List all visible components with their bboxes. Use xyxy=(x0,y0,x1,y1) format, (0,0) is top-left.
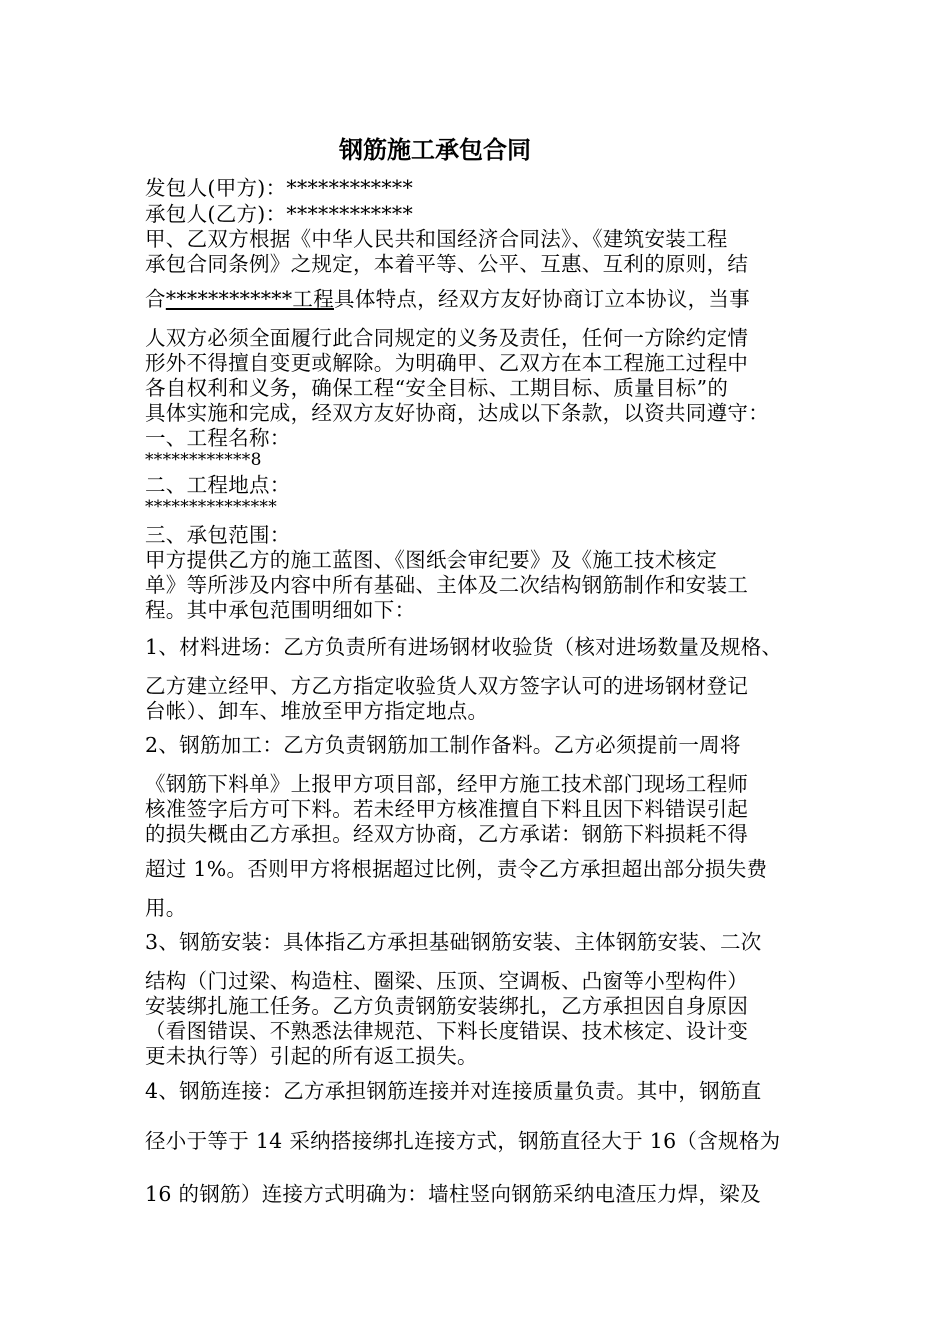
clause-line: 1、材料进场：乙方负责所有进场钢材收验货（核对进场数量及规格、 xyxy=(145,635,783,659)
paragraph-line: 超过 1%。否则甲方将根据超过比例，责令乙方承担超出部分损失费 xyxy=(145,857,768,881)
paragraph-line: 台帐）、卸车、堆放至甲方指定地点。 xyxy=(145,699,489,723)
paragraph-line: 形外不得擅自变更或解除。为明确甲、乙双方在本工程施工过程中 xyxy=(145,351,749,375)
line-prefix: 合 xyxy=(145,287,166,311)
party-a-line: 发包人(甲方)：************ xyxy=(145,176,413,200)
paragraph-line: 人双方必须全面履行此合同规定的义务及责任，任何一方除约定情 xyxy=(145,326,749,350)
clause-line: 4、钢筋连接：乙方承担钢筋连接并对连接质量负责。其中，钢筋直 xyxy=(145,1079,762,1103)
paragraph-line: 16 的钢筋）连接方式明确为：墙柱竖向钢筋采纳电渣压力焊，梁及 xyxy=(145,1182,761,1206)
paragraph-line: 具体实施和完成，经双方友好协商，达成以下条款，以资共同遵守： xyxy=(145,401,769,425)
paragraph-line: 核准签字后方可下料。若未经甲方核准擅自下料且因下料错误引起 xyxy=(145,797,749,821)
paragraph-line: （看图错误、不熟悉法律规范、下料长度错误、技术核定、设计变 xyxy=(145,1019,749,1043)
section-heading: 二、工程地点： xyxy=(145,473,291,497)
paragraph-line: 径小于等于 14 采纳搭接绑扎连接方式，钢筋直径大于 16（含规格为 xyxy=(145,1129,781,1153)
paragraph-line: 承包合同条例》之规定，本着平等、公平、互惠、互利的原则，结 xyxy=(145,252,749,276)
clause-line: 2、钢筋加工：乙方负责钢筋加工制作备料。乙方必须提前一周将 xyxy=(145,733,741,757)
project-location-value: *************** xyxy=(145,497,277,517)
project-name-underlined: ************工程 xyxy=(165,287,335,311)
paragraph-line: 甲、乙双方根据《中华人民共和国经济合同法》、《建筑安装工程 xyxy=(145,227,728,251)
paragraph-line: 单》等所涉及内容中所有基础、主体及二次结构钢筋制作和安装工 xyxy=(145,573,749,597)
paragraph-line: 的损失概由乙方承担。经双方协商，乙方承诺：钢筋下料损耗不得 xyxy=(145,822,749,846)
paragraph-line: 各自权利和义务，确保工程“安全目标、工期目标、质量目标”的 xyxy=(145,376,729,400)
paragraph-line: 乙方建立经甲、方乙方指定收验货人双方签字认可的进场钢材登记 xyxy=(145,674,749,698)
paragraph-line: 甲方提供乙方的施工蓝图、《图纸会审纪要》及《施工技术核定 xyxy=(145,548,718,572)
clause-line: 3、钢筋安装：具体指乙方承担基础钢筋安装、主体钢筋安装、二次 xyxy=(145,930,762,954)
paragraph-line: 程。其中承包范围明细如下： xyxy=(145,598,416,622)
paragraph-line: 用。 xyxy=(145,896,187,920)
project-name-value: ************8 xyxy=(145,450,262,470)
document-title: 钢筋施工承包合同 xyxy=(339,135,531,164)
section-heading: 三、承包范围： xyxy=(145,523,291,547)
paragraph-line: 《钢筋下料单》上报甲方项目部，经甲方施工技术部门现场工程师 xyxy=(145,772,749,796)
party-b-line: 承包人(乙方)：************ xyxy=(145,202,413,226)
paragraph-line xyxy=(145,286,750,312)
paragraph-line: 更未执行等）引起的所有返工损失。 xyxy=(145,1044,478,1068)
paragraph-line: 结构（门过梁、构造柱、圈梁、压顶、空调板、凸窗等小型构件） xyxy=(145,969,749,993)
section-heading: 一、工程名称： xyxy=(145,426,291,450)
line-rest: 具体特点，经双方友好协商订立本协议，当事 xyxy=(334,287,751,311)
paragraph-line: 安装绑扎施工任务。乙方负责钢筋安装绑扎，乙方承担因自身原因 xyxy=(145,994,749,1018)
